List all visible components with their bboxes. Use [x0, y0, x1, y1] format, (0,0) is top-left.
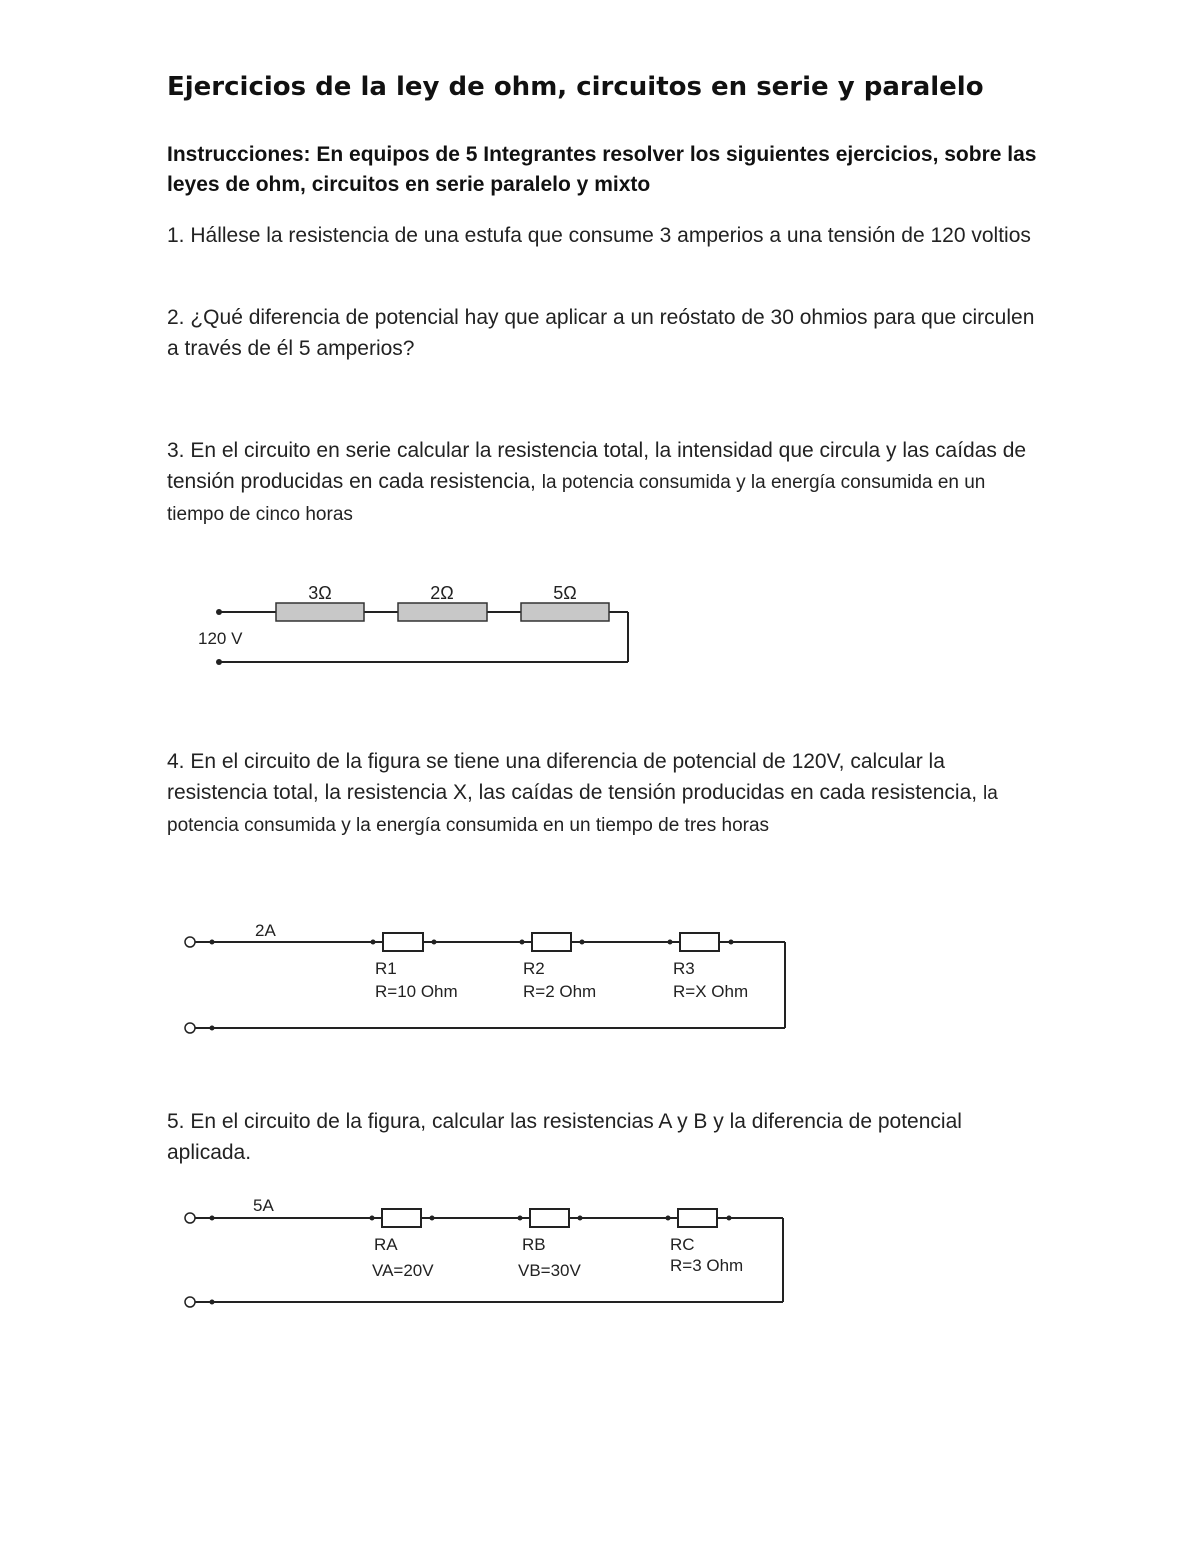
resistor-3-label: 5Ω — [553, 583, 577, 603]
question-4 — [167, 746, 1047, 841]
resistor-r3-name: R3 — [673, 959, 695, 978]
question-1-text: 1. Hállese la resistencia de una estufa que consume 3 amperios a una tensión de 120 voltios — [167, 224, 1031, 247]
series-circuit-diagram-2 — [0, 910, 820, 1050]
resistor-ra-name: RA — [374, 1235, 398, 1254]
resistor-ra — [382, 1209, 421, 1227]
resistor-r2-name: R2 — [523, 959, 545, 978]
question-5 — [167, 1106, 1047, 1168]
question-3-text: 3. En el circuito en serie calcular la resistencia total, la intensidad que circula y las caídas de tensión producidas en cada resistencia, — [167, 439, 1027, 493]
resistor-r1 — [383, 933, 423, 951]
terminal-negative — [216, 659, 222, 665]
question-5-text: 5. En el circuito de la figura, calcular las resistencias A y B y la diferencia de potencial aplicada. — [167, 1110, 962, 1164]
instructions: Instrucciones: En equipos de 5 Integrantes resolver los siguientes ejercicios, sobre las leyes de ohm, circuitos en serie paralelo y mixto — [167, 143, 1037, 196]
resistor-rc-name: RC — [670, 1235, 695, 1254]
source-voltage-label: 120 V — [198, 629, 243, 648]
resistor-1 — [276, 603, 364, 621]
terminal-return — [185, 1297, 195, 1307]
resistor-r2 — [532, 933, 571, 951]
series-circuit-diagram-1 — [0, 570, 700, 700]
question-3 — [167, 435, 1047, 530]
series-circuit-diagram-3 — [0, 1185, 820, 1325]
resistor-2-label: 2Ω — [430, 583, 454, 603]
resistor-1-label: 3Ω — [308, 583, 332, 603]
question-3-text-continued: la potencia consumida y la energía consumida en un tiempo de cinco horas — [167, 472, 986, 525]
current-label: 5A — [253, 1196, 274, 1215]
question-2 — [167, 302, 1047, 364]
current-label: 2A — [255, 921, 276, 940]
terminal-input — [185, 937, 195, 947]
resistor-3 — [521, 603, 609, 621]
question-2-text: 2. ¿Qué diferencia de potencial hay que aplicar a un reóstato de 30 ohmios para que circulen a través de él 5 amperios? — [167, 306, 1035, 360]
resistor-ra-value: VA=20V — [372, 1261, 434, 1280]
page-title: Ejercicios de la ley de ohm, circuitos en serie y paralelo — [167, 72, 984, 102]
resistor-r2-value: R=2 Ohm — [523, 982, 597, 1001]
question-4-text-continued: la potencia consumida y la energía consumida en un tiempo de tres horas — [167, 783, 998, 836]
resistor-rb-name: RB — [522, 1235, 546, 1254]
resistor-rb-value: VB=30V — [518, 1261, 581, 1280]
terminal-input — [185, 1213, 195, 1223]
resistor-rc-value: R=3 Ohm — [670, 1256, 744, 1275]
resistor-r3 — [680, 933, 719, 951]
terminal-positive — [216, 609, 222, 615]
resistor-r1-value: R=10 Ohm — [375, 982, 458, 1001]
resistor-rc — [678, 1209, 717, 1227]
resistor-2 — [398, 603, 487, 621]
terminal-return — [185, 1023, 195, 1033]
question-1 — [167, 220, 1047, 251]
resistor-r1-name: R1 — [375, 959, 397, 978]
resistor-rb — [530, 1209, 569, 1227]
question-4-text: 4. En el circuito de la figura se tiene una diferencia de potencial de 120V, calcular la resistencia total, la resistencia X, las caídas de tensión producidas en cada resistencia, — [167, 750, 978, 804]
resistor-r3-value: R=X Ohm — [673, 982, 749, 1001]
